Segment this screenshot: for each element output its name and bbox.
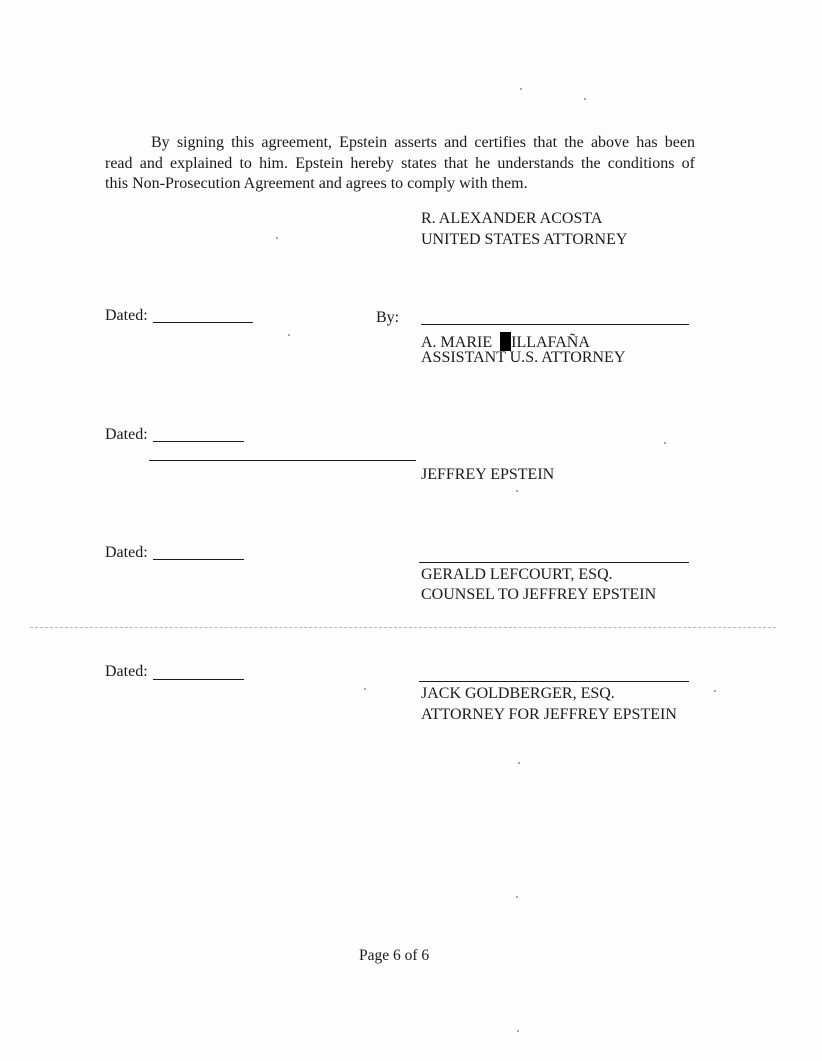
paragraph-line-2: read and explained to him. Epstein hereby states that he understands the conditions of <box>105 154 695 172</box>
scan-artifact-line <box>30 627 776 628</box>
epstein-name: JEFFREY EPSTEIN <box>421 466 555 483</box>
goldberger-title: ATTORNEY FOR JEFFREY EPSTEIN <box>421 706 677 723</box>
scan-speck <box>516 490 518 492</box>
dated-label-ausa: Dated: <box>105 307 148 324</box>
signature-line-lefcourt <box>419 562 689 563</box>
ausa-name-last: ILLAFAÑA <box>511 334 590 351</box>
paragraph-line-3: this Non-Prosecution Agreement and agrees to comply with them. <box>105 175 528 192</box>
scan-speck <box>364 688 366 690</box>
us-attorney-name: R. ALEXANDER ACOSTA <box>421 210 603 227</box>
lefcourt-title: COUNSEL TO JEFFREY EPSTEIN <box>421 586 657 603</box>
date-line-lefcourt <box>153 559 244 560</box>
scan-speck <box>664 442 666 444</box>
scan-speck <box>584 98 586 100</box>
by-label: By: <box>376 309 400 326</box>
scan-speck <box>288 334 290 336</box>
dated-label-lefcourt: Dated: <box>105 544 148 561</box>
ausa-name-first: A. MARIE <box>421 334 493 351</box>
scan-speck <box>276 237 278 239</box>
dated-label-epstein: Dated: <box>105 426 148 443</box>
certification-paragraph <box>105 133 695 195</box>
ausa-title: ASSISTANT U.S. ATTORNEY <box>421 349 626 366</box>
paragraph-line-1: By signing this agreement, Epstein asserts and certifies that the above has been <box>151 134 695 151</box>
goldberger-name: JACK GOLDBERGER, ESQ. <box>421 685 615 702</box>
us-attorney-title: UNITED STATES ATTORNEY <box>421 231 628 248</box>
lefcourt-name: GERALD LEFCOURT, ESQ. <box>421 566 613 583</box>
scan-speck <box>518 762 520 764</box>
scan-speck <box>714 690 716 692</box>
dated-label-goldberger: Dated: <box>105 663 148 680</box>
scan-speck <box>516 896 518 898</box>
page-number: Page 6 of 6 <box>359 947 430 964</box>
signature-line-epstein <box>149 460 416 461</box>
date-line-epstein <box>153 441 244 442</box>
date-line-ausa <box>153 322 253 323</box>
scan-speck <box>517 1030 519 1032</box>
signature-line-goldberger <box>419 681 689 682</box>
date-line-goldberger <box>153 679 244 680</box>
signature-line-ausa <box>421 324 689 325</box>
scan-speck <box>520 88 522 90</box>
